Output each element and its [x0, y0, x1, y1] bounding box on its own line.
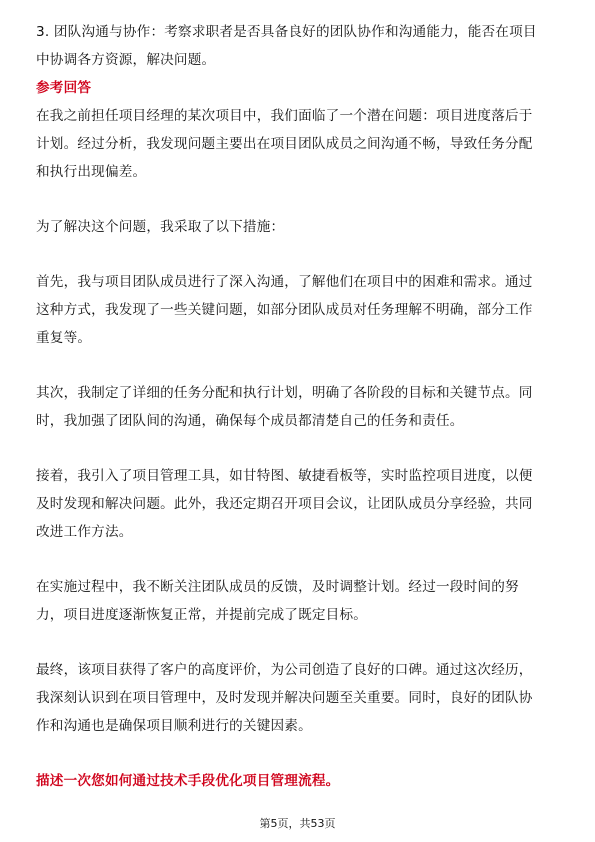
answer-heading: 参考回答 [36, 80, 92, 96]
answer-paragraph [36, 573, 564, 629]
answer-paragraph [36, 462, 564, 546]
paragraph-line: 在我之前担任项目经理的某次项目中，我们面临了一个潜在问题：项目进度落后于 [36, 108, 533, 124]
paragraph-line: 计划。经过分析，我发现问题主要出在项目团队成员之间沟通不畅，导致任务分配 [36, 136, 533, 152]
paragraph-line: 首先，我与项目团队成员进行了深入沟通，了解他们在项目中的困难和需求。通过 [36, 274, 533, 290]
paragraph-line: 这种方式，我发现了一些关键问题，如部分团队成员对任务理解不明确，部分工作 [36, 302, 533, 318]
page-footer: 第5页，共53页 [259, 817, 336, 830]
paragraph-gap [36, 546, 564, 573]
paragraph-line: 为了解决这个问题，我采取了以下措施： [36, 219, 285, 235]
paragraph-line: 重复等。 [36, 330, 92, 346]
paragraph-line: 和执行出现偏差。 [36, 164, 147, 180]
paragraph-gap [36, 352, 564, 379]
paragraph-gap [36, 740, 564, 767]
paragraph-line: 时，我加强了团队间的沟通，确保每个成员都清楚自己的任务和责任。 [36, 413, 464, 429]
paragraph-gap [36, 186, 564, 213]
paragraph-line: 作和沟通也是确保项目顺利进行的关键因素。 [36, 718, 312, 734]
question-line: 中协调各方资源，解决问题。 [36, 52, 216, 68]
paragraph-gap [36, 435, 564, 462]
next-question: 描述一次您如何通过技术手段优化项目管理流程。 [36, 773, 340, 789]
paragraph-line: 改进工作方法。 [36, 524, 133, 540]
paragraph-line: 在实施过程中，我不断关注团队成员的反馈，及时调整计划。经过一段时间的努 [36, 579, 519, 595]
paragraph-line: 我深刻认识到在项目管理中，及时发现并解决问题至关重要。同时，良好的团队协 [36, 690, 533, 706]
paragraph-gap [36, 629, 564, 656]
question-line: 3. 团队沟通与协作：考察求职者是否具备良好的团队协作和沟通能力，能否在项目 [36, 24, 537, 40]
question-block [36, 18, 564, 74]
paragraph-gap [36, 241, 564, 268]
answer-paragraph [36, 102, 564, 186]
answer-paragraph [36, 656, 564, 740]
paragraph-line: 及时发现和解决问题。此外，我还定期召开项目会议，让团队成员分享经验，共同 [36, 496, 533, 512]
answer-paragraph [36, 268, 564, 352]
answer-paragraph [36, 213, 564, 241]
page-content [36, 18, 564, 795]
paragraph-line: 接着，我引入了项目管理工具，如甘特图、敏捷看板等，实时监控项目进度，以便 [36, 468, 533, 484]
paragraph-line: 其次，我制定了详细的任务分配和执行计划，明确了各阶段的目标和关键节点。同 [36, 385, 533, 401]
paragraph-line: 最终，该项目获得了客户的高度评价，为公司创造了良好的口碑。通过这次经历， [36, 662, 533, 678]
paragraph-line: 力，项目进度逐渐恢复正常，并提前完成了既定目标。 [36, 607, 368, 623]
answer-paragraph [36, 379, 564, 435]
